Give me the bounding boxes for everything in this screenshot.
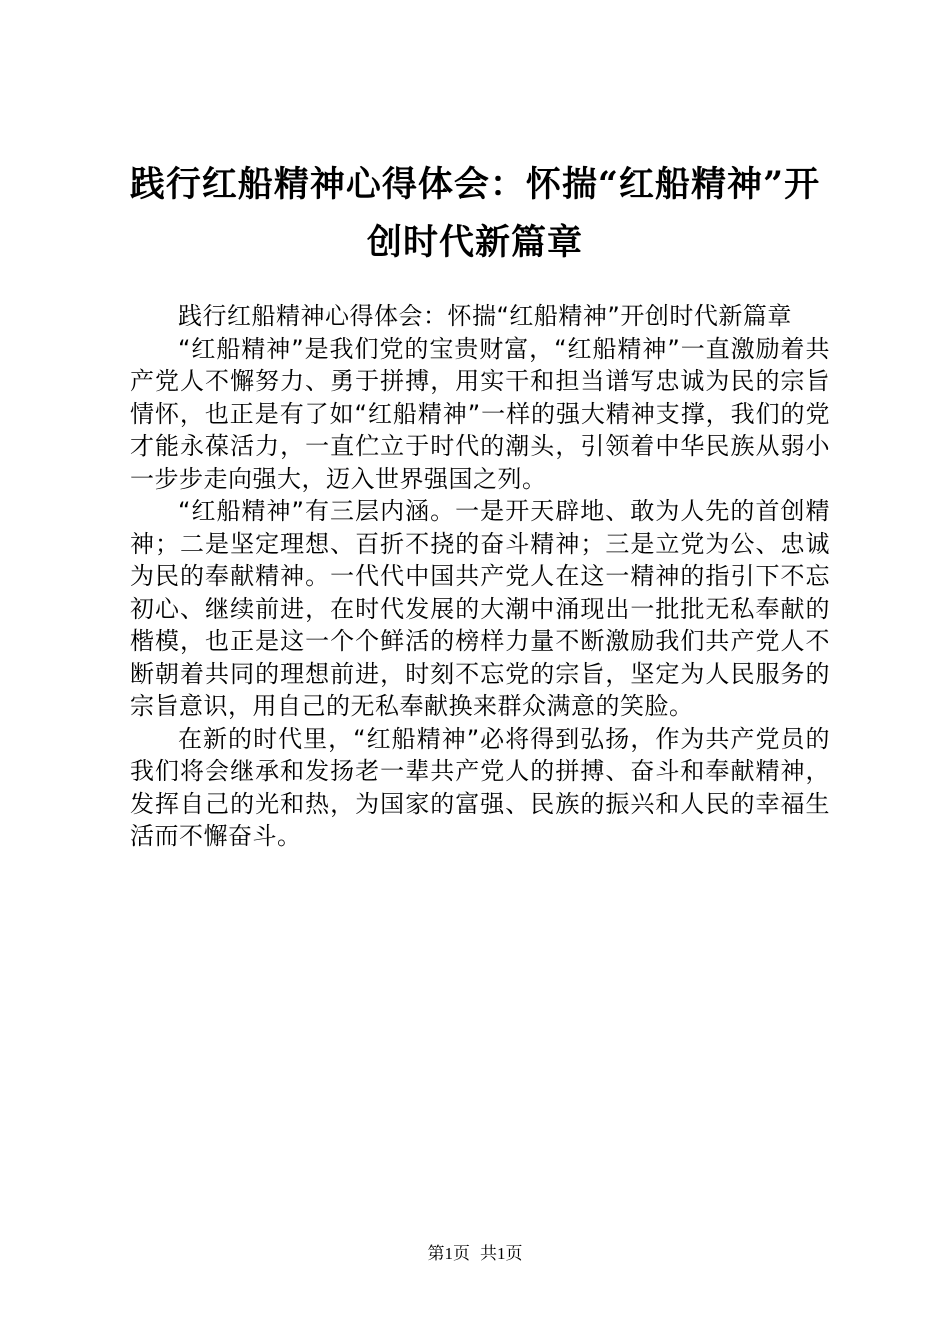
document-body xyxy=(130,300,830,853)
document-title: 践行红船精神心得体会：怀揣“红船精神”开创时代新篇章 xyxy=(129,164,821,263)
body-paragraph: “红船精神”是我们党的宝贵财富，“红船精神”一直激励着共产党人不懈努力、勇于拼搏，用实干和担当谱写忠诚为民的宗旨情怀，也正是有了如“红船精神”一样的强大精神支撑，我们的党才能永葆活力，一直伫立于时代的潮头，引领着中华民族从弱小一步步走向强大，迈入世界强国之列。 xyxy=(130,334,830,493)
body-paragraph: 在新的时代里，“红船精神”必将得到弘扬，作为共产党员的我们将会继承和发扬老一辈共产党人的拼搏、奋斗和奉献精神，发挥自己的光和热，为国家的富强、民族的振兴和人民的幸福生活而不懈奋斗。 xyxy=(130,724,830,850)
page-number-current: 第1页 xyxy=(427,1244,470,1263)
body-paragraph: “红船精神”有三层内涵。一是开天辟地、敢为人先的首创精神；二是坚定理想、百折不挠的奋斗精神；三是立党为公、忠诚为民的奉献精神。一代代中国共产党人在这一精神的指引下不忘初心、继续前进，在时代发展的大潮中涌现出一批批无私奉献的楷模，也正是这一个个鲜活的榜样力量不断激励我们共产党人不断朝着共同的理想前进，时刻不忘党的宗旨，坚定为人民服务的宗旨意识，用自己的无私奉献换来群众满意的笑脸。 xyxy=(130,497,830,720)
page-footer xyxy=(0,1242,950,1266)
page-number-total: 共1页 xyxy=(480,1244,523,1263)
body-paragraph-subtitle: 践行红船精神心得体会：怀揣“红船精神”开创时代新篇章 xyxy=(178,302,792,330)
